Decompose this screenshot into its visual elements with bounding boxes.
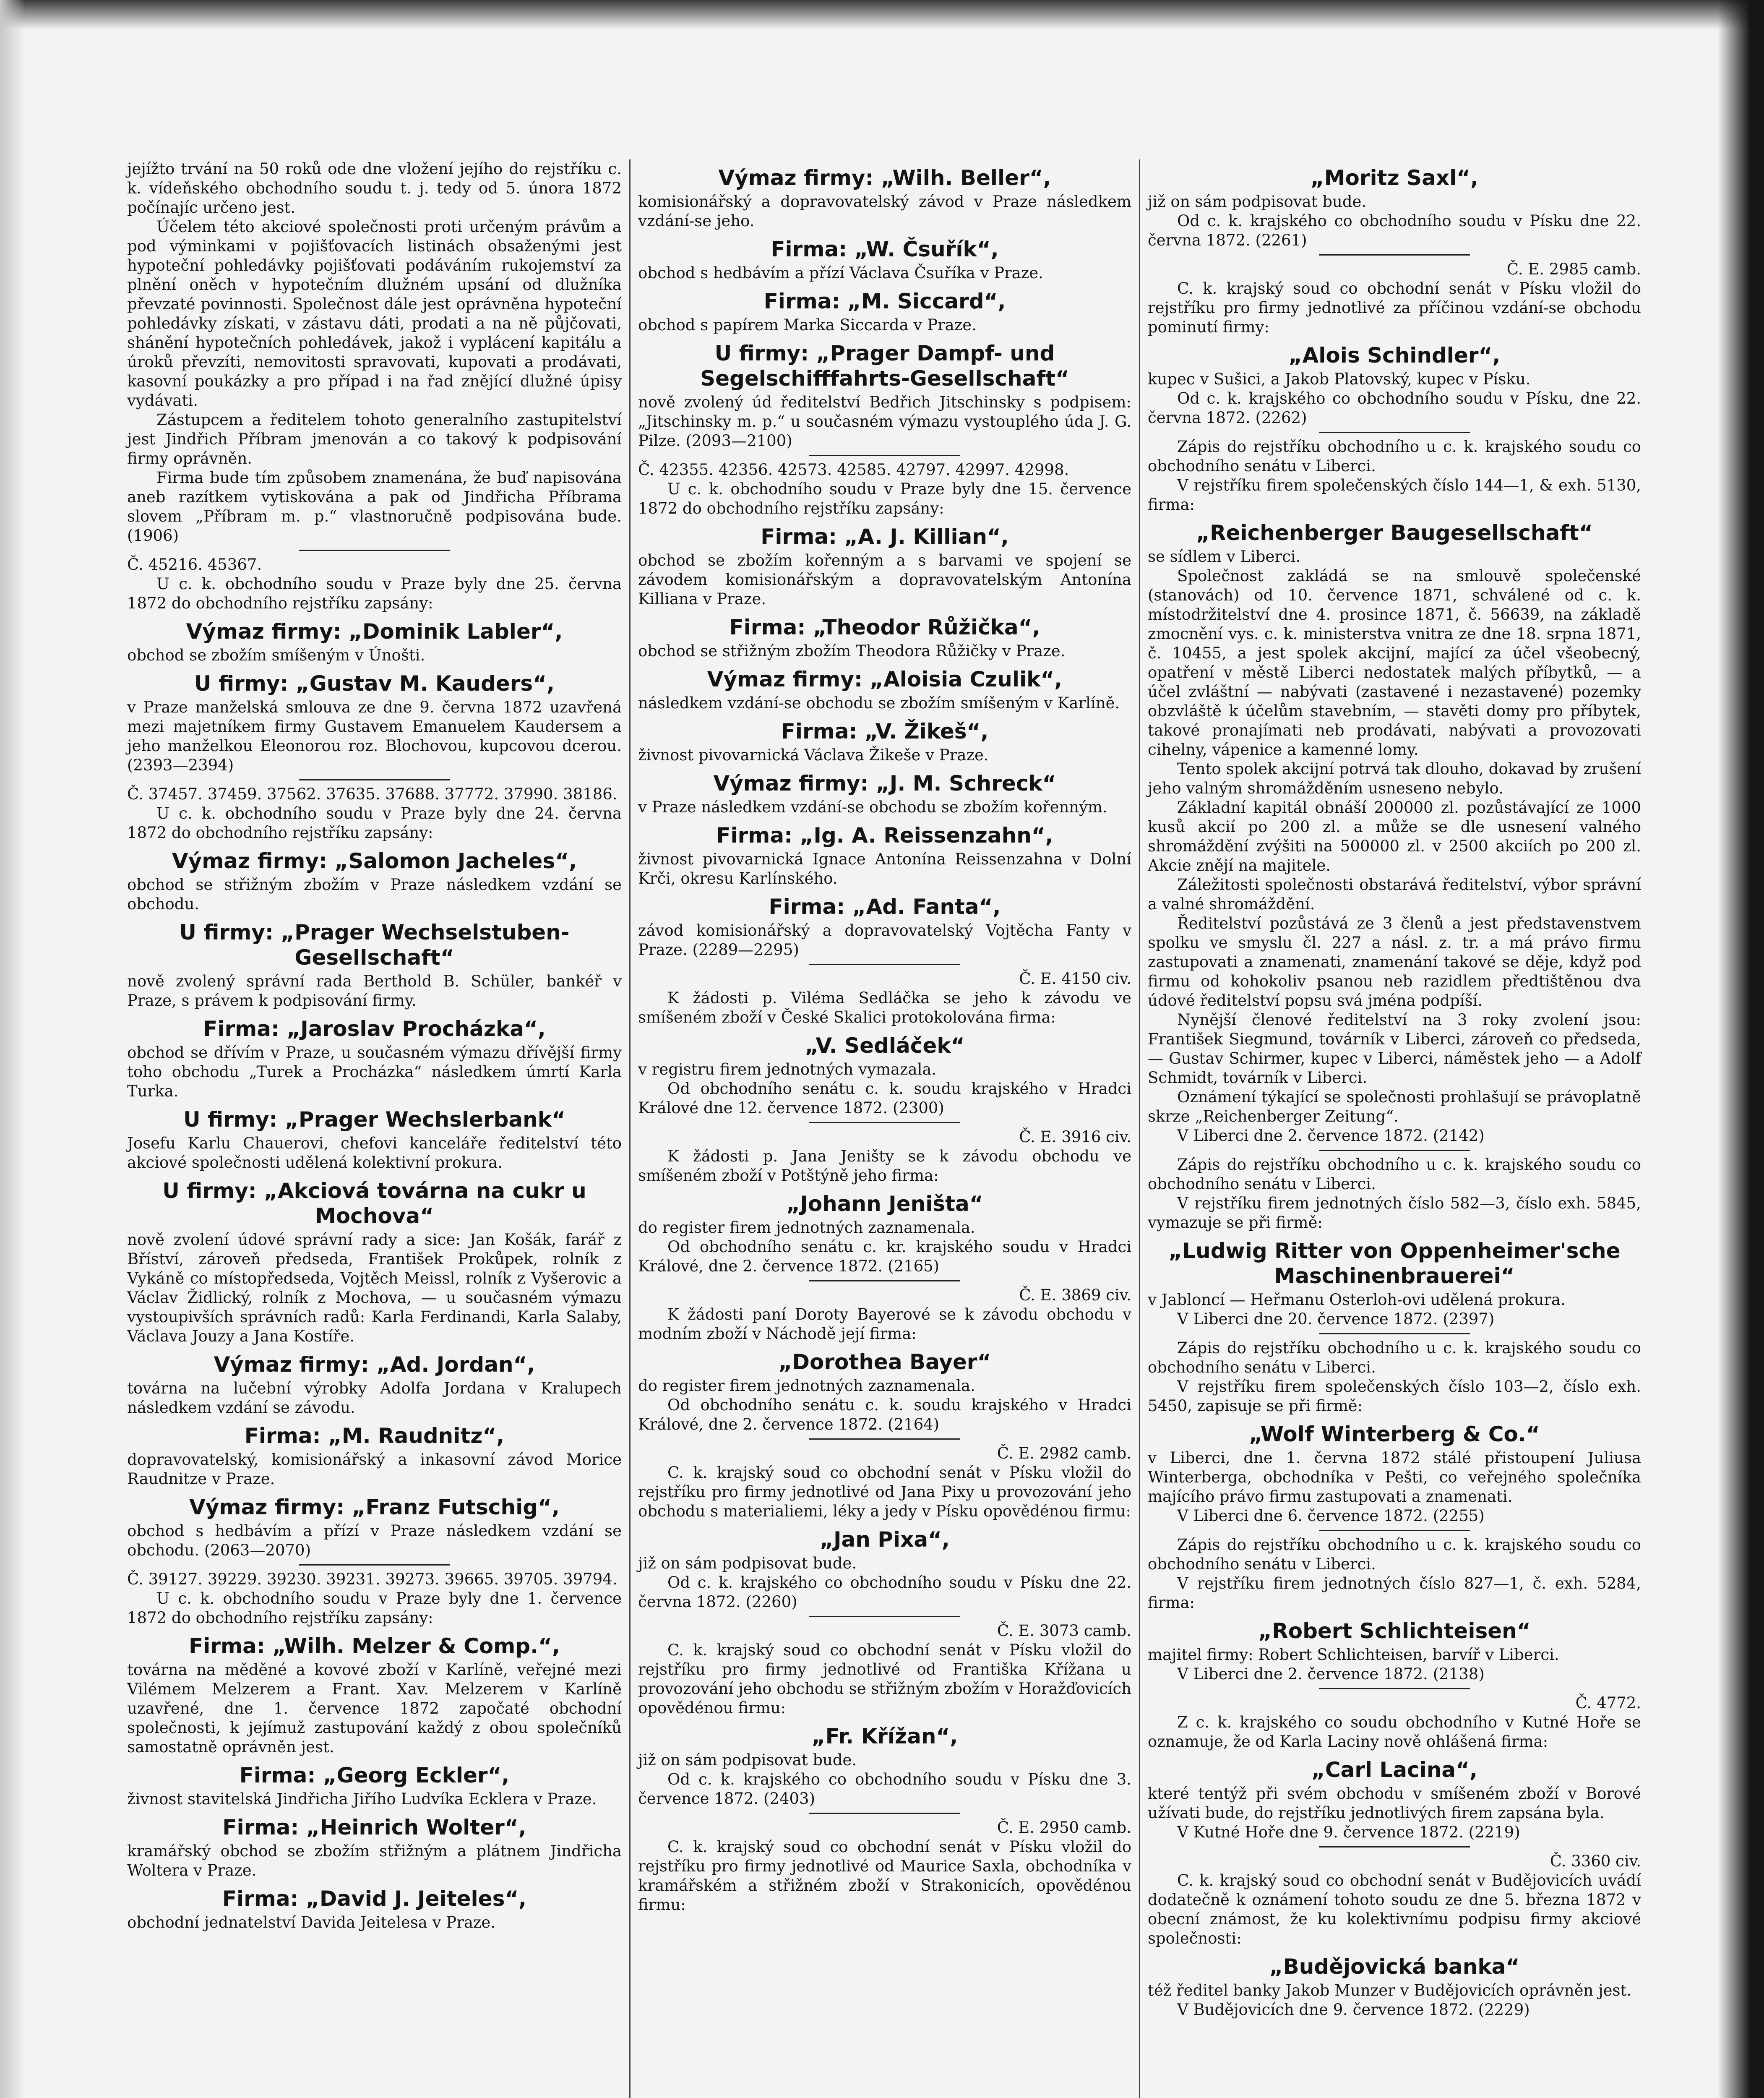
entry-paragraph: v registru firem jednotných vymazala. (638, 1060, 937, 1078)
entry-paragraph: C. k. krajský soud co obchodní senát v Písku vložil do rejstříku pro firmy jednotlivé za příčinou vzdání-se obchodu pominutí firmy: (1148, 279, 1641, 336)
entry-paragraph: Č. 45216. 45367. (127, 556, 262, 574)
separator-rule (1319, 254, 1470, 256)
entry-paragraph: Od obchodního senátu c. kr. krajského soudu v Hradci Králové, dne 2. července 1872. (2165) (638, 1238, 1131, 1275)
separator-rule (809, 964, 960, 965)
entry-paragraph: závod komisionářský a dopravovatelský Vojtěcha Fanty v Praze. (2289—2295) (638, 921, 1131, 959)
separator-rule (1319, 432, 1470, 433)
entry-paragraph: majitel firmy: Robert Schlichteisen, barvíř v Liberci. (1148, 1646, 1559, 1664)
entry-paragraph: obchodní jednatelství Davida Jeitelesa v Praze. (127, 1913, 496, 1931)
entry-paragraph: v Jabloncí — Heřmanu Osterloh-ovi udělená prokura. (1148, 1291, 1566, 1309)
entry-paragraph: Zástupcem a ředitelem tohoto generalního zastupitelství jest Jindřich Příbram jmenován a co takový k podpisování firmy oprávněn. (127, 411, 622, 467)
entry-paragraph: Společnost zakládá se na smlouvě společenské (stanovách) od 10. července 1871, schválené od c. k. místodržitelství dne 4. prosince 1871, č. 56639, na základě zmocnění vys. c. k. ministerstva vnitra ze dne 18. srpna 1871, č. 10455, a jest spolek akcijní, mající za účel všeobecný, opatření v městě Liberci nedostatek malých příbytků, — a účel zvláštní — nabývati (zastavené i nezastavené) pozemky obzvláště k účelům stavebním, — stavěti domy pro příbytek, takové pronajímati neb prodávati, nabývati a provozovati cihelny, vápenice a kamenné lomy. (1148, 567, 1641, 759)
entry-paragraph: V rejstříku firem společenských číslo 103—2, číslo exh. 5450, zapisuje se při firmě: (1148, 1378, 1641, 1415)
firm-heading: „Budějovická banka“ (1269, 1954, 1520, 1979)
firm-heading: „Alois Schindler“, (1288, 343, 1501, 368)
entry-paragraph: Č. 4772. (1575, 1694, 1641, 1712)
entry-paragraph: V rejstříku firem jednotných číslo 827—1, č. exh. 5284, firma: (1148, 1574, 1641, 1612)
entry-paragraph: Ředitelství pozůstává ze 3 členů a jest představenstvem spolku ve smyslu čl. 227 a násl. z. tr. a má právo firmu zastupovati a znamenati, znamenání takové se děje, když pod firmu od kohokoliv psanou neb razidlem předtištěnou dva údové ředitelství popsu svá jména podpíší. (1148, 914, 1641, 1010)
entry-paragraph: V Liberci dne 6. července 1872. (2255) (1177, 1507, 1485, 1525)
entry-paragraph: nově zvolený úd ředitelství Bedřich Jitschinsky s podpisem: „Jitschinsky m. p.“ u současném výmazu vystouplého úda J. G. Pilze. (2093—2100) (638, 393, 1131, 450)
entry-paragraph: Nynější členové ředitelství na 3 roky zvolení jsou: František Siegmund, továrník v Liberci, zároveň co předseda, — Gustav Schirmer, kupec v Liberci, náměstek jeho — a Adolf Schmidt, továrník v Liberci. (1148, 1011, 1641, 1087)
firm-heading: „Robert Schlichteisen“ (1258, 1619, 1531, 1643)
separator-rule (809, 1438, 960, 1440)
separator-rule (1319, 1150, 1470, 1151)
entry-paragraph: obchod se zbožím smíšeným v Únošti. (127, 646, 425, 664)
entry-paragraph: Č. E. 3073 camb. (997, 1622, 1131, 1640)
firm-heading: Firma: „Theodor Růžička“, (729, 615, 1040, 639)
entry-paragraph: Od c. k. krajského co obchodního soudu v Písku dne 22. června 1872. (2260) (638, 1574, 1131, 1611)
entry-paragraph: Účelem této akciové společnosti proti určeným právům a pod výminkami v pojišťovacích listinách obsaženými jest hypoteční pohledávky pojišťovati podáváním rukojemství za plnění oněch v hypotečním dlužném upsání od dlužníka převzaté povinnosti. Společnost dále jest oprávněna hypoteční pohledávky získati, v zástavu dáti, prodati a na ně půjčovati, shánění hypotečních pohledávek, jakož i vyplácení kapitálu a úroků převzíti, nemovitosti spravovati, kupovati a prodávati, kasovní poukázky a pro případ i na řad znějící dlužné úpisy vydávati. (127, 218, 622, 410)
firm-heading: Firma: „Ad. Fanta“, (769, 895, 1001, 919)
firm-heading: „Fr. Křížan“, (811, 1724, 958, 1748)
entry-paragraph: Od obchodního senátu c. k. soudu krajského v Hradci Králové, dne 2. července 1872. (2164) (638, 1396, 1131, 1433)
firm-heading: U firmy: „Prager Dampf- und Segelschifffahrts-Gesellschaft“ (700, 341, 1069, 391)
entry-paragraph: též ředitel banky Jakob Munzer v Budějovicích oprávněn jest. (1148, 1981, 1632, 1999)
entry-paragraph: V Budějovicích dne 9. července 1872. (2229) (1177, 2001, 1530, 2019)
firm-heading: „Ludwig Ritter von Oppenheimer'sche Maschinenbrauerei“ (1168, 1239, 1621, 1288)
entry-paragraph: U c. k. obchodního soudu v Praze byly dne 25. června 1872 do obchodního rejstříku zapsány: (127, 575, 622, 612)
entry-paragraph: nově zvolený správní rada Berthold B. Schüler, bankéř v Praze, s právem k podpisování firmy. (127, 972, 622, 1010)
entry-paragraph: Č. E. 2985 camb. (1506, 260, 1641, 278)
column-left (120, 159, 629, 2098)
entry-paragraph: obchod s papírem Marka Siccarda v Praze. (638, 316, 977, 334)
firm-heading: Výmaz firmy: „Aloisia Czulik“, (707, 667, 1063, 692)
firm-heading: „Reichenberger Baugesellschaft“ (1196, 521, 1593, 545)
entry-paragraph: kramářský obchod se zbožím střižným a plátnem Jindřicha Woltera v Praze. (127, 1842, 622, 1879)
entry-paragraph: Josefu Karlu Chauerovi, chefovi kanceláře ředitelství této akciové společnosti udělená kolektivní prokura. (127, 1134, 622, 1172)
entry-paragraph: nově zvolení údové správní rady a sice: Jan Košák, farář z Bříství, zároveň předseda, František Prokůpek, rolník z Vykáně co místopředseda, Vojtěch Meissl, rolník z Vyšerovic a Václav Židlický, rolník z Mochova, — u současném výmazu vystoupivších správních radů: Karla Ferdinandi, Karla Salaby, Václava Jouzy a Jana Kostíře. (127, 1231, 622, 1345)
separator-rule (1319, 1333, 1470, 1334)
entry-paragraph: do register firem jednotných zaznamenala. (638, 1219, 975, 1237)
firm-heading: Výmaz firmy: „Salomon Jacheles“, (172, 849, 577, 873)
entry-paragraph: Č. 3360 civ. (1550, 1852, 1641, 1870)
separator-rule (809, 455, 960, 456)
entry-paragraph: U c. k. obchodního soudu v Praze byly dne 1. července 1872 do obchodního rejstříku zapsány: (127, 1589, 622, 1627)
entry-paragraph: obchod s hedbávím a přízí v Praze následkem vzdání se obchodu. (2063—2070) (127, 1522, 622, 1559)
firm-heading: Firma: „W. Čsuřík“, (771, 237, 999, 261)
column-middle (629, 159, 1139, 2098)
separator-rule (809, 1280, 960, 1281)
separator-rule (1319, 1530, 1470, 1531)
firm-heading: „Moritz Saxl“, (1310, 166, 1479, 190)
firm-heading: Firma: „V. Žikeš“, (781, 719, 989, 744)
entry-paragraph: které tentýž při svém obchodu v smíšeném zboží v Borové užívati bude, do rejstříku jednotlivých firem zapsána byla. (1148, 1785, 1641, 1822)
separator-rule (299, 779, 450, 780)
entry-paragraph: C. k. krajský soud co obchodní senát v Písku vložil do rejstříku pro firmy jednotlivé od Maurice Saxla, obchodníka v kramářském a střižném zboží v Strakonicích, opovědénou firmu: (638, 1838, 1131, 1914)
entry-paragraph: Od c. k. krajského co obchodního soudu v Písku, dne 22. června 1872. (2262) (1148, 389, 1641, 427)
firm-heading: Firma: „Wilh. Melzer & Comp.“, (189, 1634, 560, 1658)
separator-rule (809, 1616, 960, 1617)
separator-rule (299, 550, 450, 551)
entry-paragraph: Tento spolek akcijní potrvá tak dlouho, dokavad by zrušení jeho valným shromážděním usneseno nebylo. (1148, 760, 1641, 797)
entry-paragraph: továrna na lučební výrobky Adolfa Jordana v Kralupech následkem vzdání se závodu. (127, 1379, 622, 1417)
firm-heading: „Johann Jeništa“ (786, 1192, 983, 1216)
entry-paragraph: C. k. krajský soud co obchodní senát v Písku vložil do rejstříku pro firmy jednotlivé od Jana Pixy u provozování jeho obchodu s materialiemi, léky a jedy v Písku opovědénou firmu: (638, 1464, 1131, 1520)
entry-paragraph: Od c. k. krajského co obchodního soudu v Písku dne 3. července 1872. (2403) (638, 1770, 1131, 1808)
firm-heading: U firmy: „Akciová továrna na cukr u Mochova“ (162, 1179, 586, 1228)
firm-heading: „Dorothea Bayer“ (778, 1350, 991, 1374)
entry-paragraph: obchod s hedbávím a přízí Václava Čsuříka v Praze. (638, 264, 1043, 282)
entry-paragraph: C. k. krajský soud co obchodní senát v Písku vložil do rejstříku pro firmy jednotlivé od Františka Křížana u provozování jeho obchodu se střižným zbožím v Horažďovicích opovědénou firmu: (638, 1641, 1131, 1717)
entry-paragraph: U c. k. obchodního soudu v Praze byly dne 24. června 1872 do obchodního rejstříku zapsány: (127, 804, 622, 842)
entry-paragraph: V rejstříku firem jednotných číslo 582—3, číslo exh. 5845, vymazuje se při firmě: (1148, 1194, 1641, 1232)
entry-paragraph: se sídlem v Liberci. (1148, 548, 1301, 566)
entry-paragraph: následkem vzdání-se obchodu se zbožím smíšeným v Karlíně. (638, 694, 1120, 712)
entry-paragraph: Č. 37457. 37459. 37562. 37635. 37688. 37772. 37990. 38186. (127, 785, 618, 803)
firm-heading: „Carl Lacina“, (1311, 1758, 1478, 1782)
entry-paragraph: Zápis do rejstříku obchodního u c. k. krajského soudu co obchodního senátu v Liberci. (1148, 1339, 1641, 1376)
firm-heading: Firma: „M. Raudnitz“, (244, 1424, 505, 1448)
firm-heading: Výmaz firmy: „J. M. Schreck“ (713, 771, 1056, 796)
entry-paragraph: továrna na měděné a kovové zboží v Karlíně, veřejné mezi Vilémem Melzerem a Frant. Xav. Melzerem v Karlíně uzavřené, dne 1. července 1872 započaté obchodní společnosti, k jejímuž zastupování každý z obou společníků samostatně oprávněn jest. (127, 1661, 622, 1756)
entry-paragraph: obchod se střižným zbožím v Praze následkem vzdání se obchodu. (127, 876, 622, 913)
separator-rule (809, 1813, 960, 1814)
separator-rule (1319, 1688, 1470, 1689)
gazette-page (120, 159, 1672, 2098)
entry-paragraph: Základní kapitál obnáší 200000 zl. pozůstávající ze 1000 kusů akcií po 200 zl. a může se dle usnesení valného shromáždění zvýšiti na 500000 zl. v 2500 akciích po 200 zl. Akcie znějí na majitele. (1148, 798, 1641, 874)
entry-paragraph: obchod se dřívím v Praze, u současném výmazu dřívější firmy toho obchodu „Turek a Procházka“ následkem úmrtí Karla Turka. (127, 1044, 622, 1100)
entry-paragraph: K žádosti paní Doroty Bayerové se k závodu obchodu v modním zboží v Náchodě její firma: (638, 1305, 1131, 1343)
entry-paragraph: obchod se střižným zbožím Theodora Růžičky v Praze. (638, 642, 1066, 660)
entry-paragraph: Č. E. 4150 civ. (1019, 970, 1131, 988)
entry-paragraph: v Praze manželská smlouva ze dne 9. června 1872 uzavřená mezi majetníkem firmy Gustavem Emanuelem Kaudersem a jeho manželkou Eleonorou roz. Blochovou, kupcovou dcerou. (2393—2394) (127, 698, 622, 774)
entry-paragraph: U c. k. obchodního soudu v Praze byly dne 15. července 1872 do obchodního rejstříku zapsány: (638, 480, 1131, 517)
entry-paragraph: Č. E. 2950 camb. (997, 1819, 1131, 1837)
entry-paragraph: Č. 42355. 42356. 42573. 42585. 42797. 42997. 42998. (638, 461, 1069, 479)
scan-shadow-top (0, 0, 1764, 29)
firm-heading: Výmaz firmy: „Wilh. Beller“, (718, 166, 1051, 190)
firm-heading: U firmy: „Prager Wechselstuben-Gesellschaft“ (179, 920, 570, 970)
firm-heading: „Jan Pixa“, (820, 1527, 950, 1552)
entry-paragraph: K žádosti p. Jana Jeništy se k závodu obchodu ve smíšeném zboží v Potštýně jeho firma: (638, 1147, 1131, 1185)
separator-rule (299, 1564, 450, 1566)
firm-heading: Firma: „Jaroslav Procházka“, (203, 1017, 546, 1041)
separator-rule (809, 1122, 960, 1123)
entry-paragraph: Firma bude tím způsobem znamenána, že buď napisována aneb razítkem vytiskována a pak od Jindřicha Příbrama slovem „Příbram m. p.“ vlastnoručně podpisována bude. (1906) (127, 469, 622, 545)
entry-paragraph: v Praze následkem vzdání-se obchodu se zbožím kořenným. (638, 798, 1107, 816)
entry-paragraph: již on sám podpisovat bude. (638, 1554, 857, 1572)
firm-heading: U firmy: „Prager Wechslerbank“ (183, 1107, 565, 1132)
firm-heading: „V. Sedláček“ (805, 1033, 965, 1058)
entry-paragraph: C. k. krajský soud co obchodní senát v Budějovicích uvádí dodatečně k oznámení tohoto soudu ze dne 5. března 1872 v obecní známost, že ku kolektivnímu podpisu firmy akciové společnosti: (1148, 1871, 1641, 1947)
entry-paragraph: Z c. k. krajského co soudu obchodního v Kutné Hoře se oznamuje, že od Karla Laciny nově ohlášená firma: (1148, 1713, 1641, 1751)
entry-paragraph: Č. 39127. 39229. 39230. 39231. 39273. 39665. 39705. 39794. (127, 1570, 618, 1588)
entry-paragraph: Oznámení týkající se společnosti prohlašují se právoplatně skrze „Reichenberger Zeitung“. (1148, 1088, 1641, 1125)
entry-paragraph: V Kutné Hoře dne 9. července 1872. (2219) (1177, 1823, 1520, 1841)
entry-paragraph: Zápis do rejstříku obchodního u c. k. krajského soudu co obchodního senátu v Liberci. (1148, 1156, 1641, 1193)
firm-heading: Firma: „A. J. Killian“, (761, 524, 1009, 549)
entry-paragraph: v Liberci, dne 1. června 1872 stálé přistoupení Juliusa Winterberga, obchodníka v Pešti, co veřejného společníka majícího právo firmu zastupovati a znamenati. (1148, 1449, 1641, 1506)
entry-paragraph: V Liberci dne 20. července 1872. (2397) (1177, 1310, 1495, 1328)
entry-paragraph: dopravovatelský, komisionářský a inkasovní závod Morice Raudnitze v Praze. (127, 1451, 622, 1488)
firm-heading: Firma: „Heinrich Wolter“, (222, 1815, 526, 1840)
entry-paragraph: živnost pivovarnická Ignace Antonína Reissenzahna v Dolní Krči, okresu Karlínského. (638, 850, 1131, 887)
entry-paragraph: již on sám podpisovat bude. (1148, 193, 1367, 211)
firm-heading: U firmy: „Gustav M. Kauders“, (194, 671, 555, 696)
entry-paragraph: obchod se zbožím kořenným a s barvami ve spojení se závodem komisionářským a dopravovatelským Antonína Killiana v Praze. (638, 551, 1131, 608)
entry-paragraph: Od c. k. krajského co obchodního soudu v Písku dne 22. června 1872. (2261) (1148, 212, 1641, 249)
scan-shadow-left (0, 0, 25, 2098)
entry-paragraph: kupec v Sušici, a Jakob Platovský, kupec v Písku. (1148, 370, 1531, 388)
entry-paragraph: komisionářský a dopravovatelský závod v Praze následkem vzdání-se jeho. (638, 193, 1131, 230)
entry-paragraph: živnost pivovarnická Václava Žikeše v Praze. (638, 746, 989, 764)
firm-heading: Firma: „M. Siccard“, (763, 289, 1006, 313)
entry-paragraph: Zápis do rejstříku obchodního u c. k. krajského soudu co obchodního senátu v Liberci. (1148, 1536, 1641, 1573)
firm-heading: Výmaz firmy: „Dominik Labler“, (186, 619, 563, 644)
column-right (1139, 159, 1649, 2098)
firm-heading: Firma: „David J. Jeiteles“, (222, 1887, 527, 1911)
entry-paragraph: již on sám podpisovat bude. (638, 1751, 857, 1769)
entry-paragraph: Zápis do rejstříku obchodního u c. k. krajského soudu co obchodního senátu v Liberci. (1148, 438, 1641, 475)
entry-paragraph: V Liberci dne 2. července 1872. (2138) (1177, 1665, 1485, 1683)
entry-paragraph: Č. E. 2982 camb. (997, 1444, 1131, 1462)
entry-paragraph: Od obchodního senátu c. k. soudu krajského v Hradci Králové dne 12. července 1872. (2300) (638, 1080, 1131, 1117)
firm-heading: Firma: „Ig. A. Reissenzahn“, (716, 823, 1053, 848)
entry-paragraph: V rejstříku firem společenských číslo 144—1, & exh. 5130, firma: (1148, 476, 1641, 514)
entry-paragraph: Záležitosti společnosti obstarává ředitelství, výbor správní a valné shromáždění. (1148, 876, 1641, 913)
entry-paragraph: do register firem jednotných zaznamenala. (638, 1377, 975, 1395)
firm-heading: Výmaz firmy: „Franz Futschig“, (189, 1495, 560, 1519)
entry-paragraph: jejížto trvání na 50 roků ode dne vložení jejího do rejstříku c. k. vídeňského obchodního soudu t. j. tedy od 5. února 1872 počínajíc určeno jest. (127, 160, 622, 217)
separator-rule (1319, 1846, 1470, 1847)
firm-heading: Výmaz firmy: „Ad. Jordan“, (214, 1352, 535, 1377)
firm-heading: Firma: „Georg Eckler“, (239, 1763, 510, 1787)
scan-shadow-right (1718, 0, 1764, 2098)
entry-paragraph: Č. E. 3869 civ. (1019, 1286, 1131, 1304)
entry-paragraph: K žádosti p. Viléma Sedláčka se jeho k závodu ve smíšeném zboží v České Skalici protokolována firma: (638, 989, 1131, 1026)
entry-paragraph: Č. E. 3916 civ. (1019, 1128, 1131, 1146)
firm-heading: „Wolf Winterberg & Co.“ (1249, 1422, 1540, 1446)
entry-paragraph: V Liberci dne 2. července 1872. (2142) (1177, 1127, 1485, 1145)
entry-paragraph: živnost stavitelská Jindřicha Jiřího Ludvíka Ecklera v Praze. (127, 1790, 597, 1808)
